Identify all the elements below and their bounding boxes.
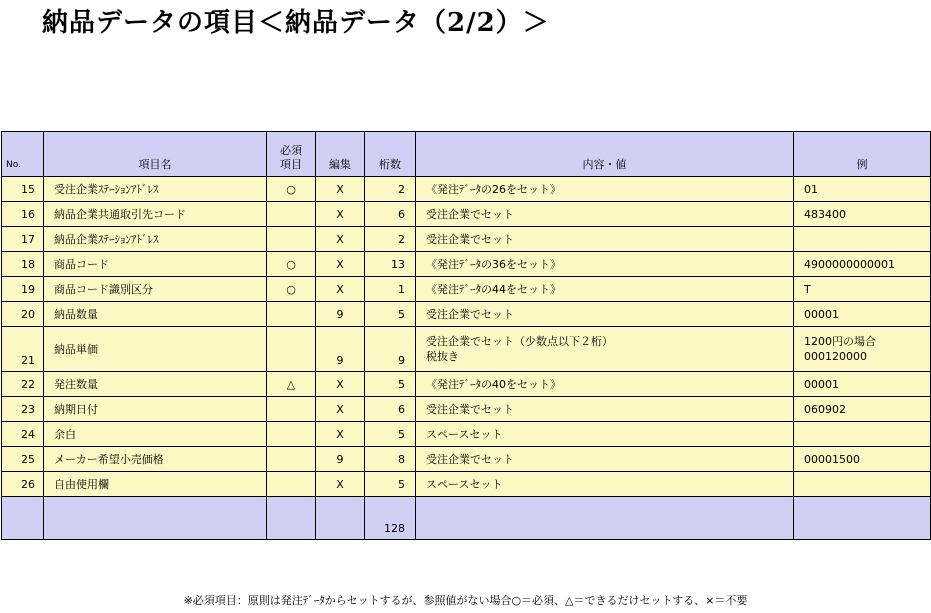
cell-edit: [316, 277, 365, 302]
header-no: No.: [2, 132, 44, 177]
cell-no-text: 18: [21, 257, 35, 271]
cell-name: [44, 327, 267, 372]
cell-content: [416, 177, 794, 202]
cell-example-text: 01: [804, 182, 818, 196]
table-row: [2, 372, 931, 397]
cell-example-text: 00001: [804, 307, 839, 321]
cell-no-text: 15: [21, 182, 35, 196]
cell-no: [2, 277, 44, 302]
cell-digits: [365, 327, 416, 372]
header-edit: 編集: [316, 132, 365, 177]
cell-name-text: 納品数量: [54, 308, 98, 321]
cell-name: [44, 177, 267, 202]
cell-content-text: 受注企業でセット: [426, 307, 514, 321]
table-row: [2, 397, 931, 422]
cell-edit: [316, 447, 365, 472]
cell-edit-text: X: [336, 207, 344, 221]
cell-name-text: 発注数量: [54, 378, 98, 391]
cell-name: [44, 447, 267, 472]
cell-no-text: 24: [21, 427, 35, 441]
cell-content: [416, 202, 794, 227]
cell-edit: [316, 372, 365, 397]
cell-digits-text: 2: [398, 182, 405, 196]
cell-example-text: 1200円の場合 000120000: [804, 335, 876, 363]
cell-example: [794, 472, 931, 497]
cell-edit: [316, 302, 365, 327]
cell-digits-text: 8: [398, 452, 405, 466]
cell-name: [44, 202, 267, 227]
cell-content-text: 《発注ﾃﾞｰﾀの26をセット》: [426, 182, 561, 196]
cell-required: [267, 447, 316, 472]
cell-name-text: 自由使用欄: [54, 478, 109, 491]
cell-example-text: 483400: [804, 207, 846, 221]
cell-edit-text: X: [336, 477, 344, 491]
cell-example-text: 00001: [804, 377, 839, 391]
cell-edit: [316, 252, 365, 277]
table-row: [2, 472, 931, 497]
cell-example-text: 4900000000001: [804, 257, 895, 271]
cell-content-text: 受注企業でセット（少数点以下２桁） 税抜き: [426, 335, 613, 363]
cell-required: [267, 422, 316, 447]
cell-required: [267, 202, 316, 227]
cell-name-text: 納品単価: [54, 343, 98, 356]
cell-edit-text: 9: [336, 452, 344, 466]
cell-example: [794, 252, 931, 277]
table-row: [2, 227, 931, 252]
cell-digits: [365, 202, 416, 227]
table-total-row: [2, 497, 931, 540]
footnote: ※必須項目：原則は発注ﾃﾞｰﾀからセットするが、参照値がない場合○＝必須、△＝できるだけセットする、×＝不要: [183, 594, 748, 607]
cell-edit-text: X: [336, 182, 344, 196]
header-content: 内容・値: [416, 132, 794, 177]
cell-example: [794, 327, 931, 372]
cell-content-text: 《発注ﾃﾞｰﾀの44をセット》: [426, 282, 561, 296]
cell-no: [2, 327, 44, 372]
cell-no-text: 23: [21, 402, 35, 416]
cell-content: [416, 447, 794, 472]
cell-example-text: T: [804, 282, 811, 296]
cell-example: [794, 277, 931, 302]
cell-no-text: 16: [21, 207, 35, 221]
cell-digits: [365, 397, 416, 422]
cell-no: [2, 472, 44, 497]
cell-required: [267, 472, 316, 497]
cell-digits-text: 5: [398, 377, 405, 391]
cell-content-text: スペースセット: [426, 427, 503, 441]
cell-no: [2, 202, 44, 227]
cell-name: [44, 277, 267, 302]
cell-digits: [365, 227, 416, 252]
cell-edit: [316, 422, 365, 447]
cell-digits-text: 6: [398, 402, 405, 416]
total-example: [794, 497, 931, 540]
cell-no-text: 19: [21, 282, 35, 296]
cell-digits: [365, 422, 416, 447]
cell-no: [2, 447, 44, 472]
cell-name: [44, 472, 267, 497]
cell-name-text: 納品企業共通取引先コード: [54, 208, 186, 221]
cell-digits: [365, 302, 416, 327]
cell-digits-text: 5: [398, 477, 405, 491]
table-row: [2, 302, 931, 327]
cell-required: [267, 327, 316, 372]
cell-digits-text: 5: [398, 427, 405, 441]
header-digits: 桁数: [365, 132, 416, 177]
cell-edit-text: X: [336, 402, 344, 416]
header-name: 項目名: [44, 132, 267, 177]
cell-content: [416, 252, 794, 277]
table-row: [2, 447, 931, 472]
cell-content: [416, 422, 794, 447]
cell-example: [794, 397, 931, 422]
table-row: [2, 177, 931, 202]
cell-edit-text: X: [336, 377, 344, 391]
cell-required-text: ○: [286, 257, 296, 271]
table-row: [2, 252, 931, 277]
cell-digits: [365, 372, 416, 397]
cell-name-text: メーカー希望小売価格: [54, 453, 164, 466]
cell-example: [794, 372, 931, 397]
cell-example-text: 00001500: [804, 452, 860, 466]
cell-no: [2, 227, 44, 252]
cell-content-text: 受注企業でセット: [426, 232, 514, 246]
total-edit: [316, 497, 365, 540]
cell-digits: [365, 472, 416, 497]
cell-name-text: 商品コード識別区分: [54, 283, 153, 296]
cell-digits-text: 9: [398, 354, 405, 367]
cell-edit: [316, 177, 365, 202]
cell-digits-text: 2: [398, 232, 405, 246]
cell-name: [44, 302, 267, 327]
cell-edit: [316, 397, 365, 422]
cell-example: [794, 227, 931, 252]
cell-no: [2, 302, 44, 327]
header-example: 例: [794, 132, 931, 177]
cell-edit-text: X: [336, 257, 344, 271]
delivery-data-items-table: [1, 131, 931, 540]
page-title: 納品データの項目＜納品データ（2/2）＞: [42, 8, 550, 38]
cell-name-text: 受注企業ｽﾃｰｼｮﾝｱﾄﾞﾚｽ: [54, 183, 159, 196]
cell-no-text: 20: [21, 307, 35, 321]
cell-required: [267, 177, 316, 202]
cell-edit-text: X: [336, 232, 344, 246]
table-row: [2, 422, 931, 447]
cell-content-text: 受注企業でセット: [426, 402, 514, 416]
cell-required-text: △: [286, 377, 296, 391]
cell-no: [2, 252, 44, 277]
cell-digits: [365, 277, 416, 302]
cell-edit: [316, 202, 365, 227]
table-row: [2, 277, 931, 302]
total-required: [267, 497, 316, 540]
cell-content-text: 《発注ﾃﾞｰﾀの40をセット》: [426, 377, 561, 391]
cell-content-text: スペースセット: [426, 477, 503, 491]
cell-no-text: 26: [21, 477, 35, 491]
cell-example: [794, 302, 931, 327]
cell-name: [44, 227, 267, 252]
cell-content: [416, 472, 794, 497]
cell-digits-text: 13: [391, 257, 405, 271]
table-row: [2, 202, 931, 227]
cell-name-text: 商品コード: [54, 258, 109, 271]
total-name: [44, 497, 267, 540]
cell-no-text: 21: [21, 354, 35, 367]
cell-name-text: 納品企業ｽﾃｰｼｮﾝｱﾄﾞﾚｽ: [54, 233, 159, 246]
cell-example: [794, 177, 931, 202]
total-no: [2, 497, 44, 540]
cell-required-text: ○: [286, 182, 296, 196]
cell-content-text: 受注企業でセット: [426, 207, 514, 221]
cell-no: [2, 177, 44, 202]
header-required-label: 必須 項目: [280, 144, 302, 171]
cell-example: [794, 422, 931, 447]
header-required: [267, 132, 316, 177]
cell-name-text: 余白: [54, 428, 76, 441]
total-content: [416, 497, 794, 540]
cell-edit: [316, 227, 365, 252]
cell-edit-text: X: [336, 427, 344, 441]
cell-name: [44, 252, 267, 277]
cell-required: [267, 227, 316, 252]
cell-edit-text: X: [336, 282, 344, 296]
cell-content: [416, 302, 794, 327]
cell-required: [267, 302, 316, 327]
cell-name-text: 納期日付: [54, 403, 98, 416]
cell-digits: [365, 447, 416, 472]
cell-required: [267, 372, 316, 397]
total-digits: 128: [365, 497, 416, 540]
cell-example: [794, 202, 931, 227]
cell-digits-text: 6: [398, 207, 405, 221]
cell-name: [44, 372, 267, 397]
cell-edit: [316, 472, 365, 497]
cell-content: [416, 372, 794, 397]
cell-no-text: 22: [21, 377, 35, 391]
cell-edit-text: 9: [336, 354, 344, 367]
cell-content: [416, 327, 794, 372]
cell-example: [794, 447, 931, 472]
cell-no-text: 25: [21, 452, 35, 466]
cell-no: [2, 397, 44, 422]
cell-name: [44, 422, 267, 447]
cell-required: [267, 252, 316, 277]
cell-digits: [365, 177, 416, 202]
cell-no: [2, 422, 44, 447]
cell-digits: [365, 252, 416, 277]
table-header-row: [2, 132, 931, 177]
cell-name: [44, 397, 267, 422]
cell-digits-text: 5: [398, 307, 405, 321]
cell-edit-text: 9: [336, 307, 344, 321]
cell-example-text: 060902: [804, 402, 846, 416]
cell-content-text: 《発注ﾃﾞｰﾀの36をセット》: [426, 257, 561, 271]
cell-no-text: 17: [21, 232, 35, 246]
cell-content: [416, 397, 794, 422]
cell-no: [2, 372, 44, 397]
cell-required: [267, 277, 316, 302]
cell-digits-text: 1: [398, 282, 405, 296]
cell-required-text: ○: [286, 282, 296, 296]
cell-edit: [316, 327, 365, 372]
cell-content-text: 受注企業でセット: [426, 452, 514, 466]
cell-content: [416, 227, 794, 252]
table-row: [2, 327, 931, 372]
cell-content: [416, 277, 794, 302]
cell-required: [267, 397, 316, 422]
